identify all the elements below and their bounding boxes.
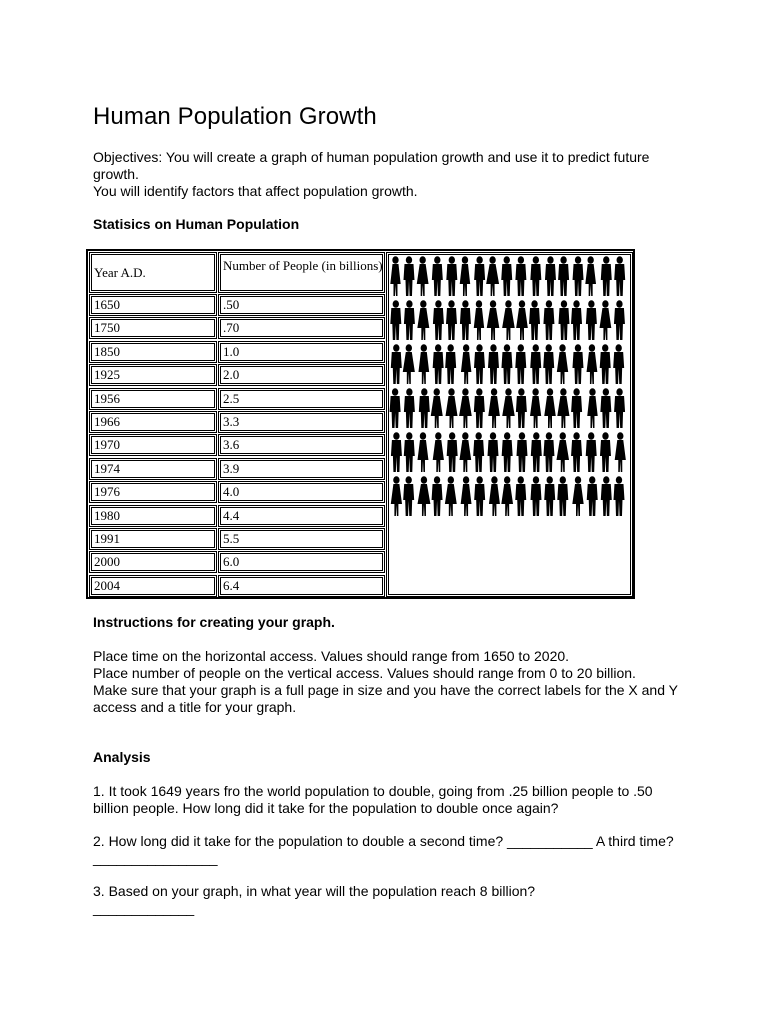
table-cell-year: 2000 <box>89 551 217 573</box>
table-cell-people: 1.0 <box>218 341 385 363</box>
table-cell-year: 1970 <box>89 434 217 456</box>
person-silhouette-icon <box>558 256 569 296</box>
person-silhouette-icon <box>460 256 470 296</box>
person-silhouette-icon <box>461 344 471 384</box>
person-silhouette-icon <box>571 388 582 428</box>
table-cell-year: 1925 <box>89 364 217 386</box>
person-silhouette-icon <box>474 300 484 340</box>
person-silhouette-icon <box>501 256 512 296</box>
person-silhouette-icon <box>571 432 582 472</box>
objectives-paragraph <box>93 149 683 200</box>
person-silhouette-icon <box>446 300 457 340</box>
table-cell-year: 1966 <box>89 411 217 433</box>
person-silhouette-icon <box>516 432 527 472</box>
table-cell-people: 6.0 <box>218 551 385 573</box>
person-silhouette-icon <box>516 300 528 340</box>
person-silhouette-icon <box>501 344 512 384</box>
person-silhouette-icon <box>419 388 430 428</box>
person-silhouette-icon <box>459 432 471 472</box>
table-cell-people: 6.4 <box>218 575 385 597</box>
table-cell-year: 1956 <box>89 388 217 410</box>
person-silhouette-icon <box>418 344 429 384</box>
person-silhouette-icon <box>391 476 402 516</box>
table-cell-year: 1750 <box>89 317 217 339</box>
person-silhouette-icon <box>404 432 415 472</box>
crowd-image-cell <box>386 252 633 597</box>
person-silhouette-icon <box>418 476 431 516</box>
objectives-line-1: Objectives: You will create a graph of human population growth and use it to predict future growth. <box>93 149 650 182</box>
person-silhouette-icon <box>557 344 568 384</box>
table-cell-year: 1976 <box>89 481 217 503</box>
person-silhouette-icon <box>586 432 597 472</box>
person-silhouette-icon <box>587 388 597 428</box>
person-silhouette-icon <box>530 476 541 516</box>
person-silhouette-icon <box>515 344 526 384</box>
person-silhouette-icon <box>601 256 612 296</box>
question-2-part-2: A third time? ________________ <box>93 833 674 866</box>
person-silhouette-icon <box>515 256 526 296</box>
person-silhouette-icon <box>613 344 624 384</box>
question-3-answer-blank[interactable]: _____________ <box>93 900 195 916</box>
page-title: Human Population Growth <box>93 103 377 130</box>
person-silhouette-icon <box>587 344 598 384</box>
person-silhouette-icon <box>601 476 612 516</box>
person-silhouette-icon <box>445 476 457 516</box>
person-silhouette-icon <box>572 476 583 516</box>
person-silhouette-icon <box>502 432 513 472</box>
person-silhouette-icon <box>530 388 541 428</box>
person-silhouette-icon <box>544 388 556 428</box>
person-silhouette-icon <box>615 432 626 472</box>
person-silhouette-icon <box>530 256 541 296</box>
column-header-people: Number of People (in billions) <box>218 252 385 293</box>
person-silhouette-icon <box>613 476 624 516</box>
person-silhouette-icon <box>543 344 554 384</box>
instructions-heading: Instructions for creating your graph. <box>93 614 335 630</box>
person-silhouette-icon <box>445 388 457 428</box>
instructions-paragraph <box>93 648 683 716</box>
table-cell-year: 1980 <box>89 505 217 527</box>
question-3-text: 3. Based on your graph, in what year will the population reach 8 billion? <box>93 883 536 899</box>
person-silhouette-icon <box>486 256 499 296</box>
person-silhouette-icon <box>572 344 583 384</box>
person-silhouette-icon <box>558 300 569 340</box>
instructions-line-2: Place number of people on the vertical access. Values should range from 0 to 20 billion. <box>93 665 636 681</box>
table-cell-year: 2004 <box>89 575 217 597</box>
person-silhouette-icon <box>614 256 625 296</box>
column-header-year: Year A.D. <box>89 252 217 293</box>
question-2-part-1: 2. How long did it take for the population to double a second time? ___________ <box>93 833 593 849</box>
crowd-silhouettes-icon <box>387 253 630 594</box>
person-silhouette-icon <box>557 388 569 428</box>
person-silhouette-icon <box>461 476 472 516</box>
person-silhouette-icon <box>614 388 625 428</box>
person-silhouette-icon <box>473 432 484 472</box>
person-silhouette-icon <box>403 256 414 296</box>
person-silhouette-icon <box>571 300 582 340</box>
person-silhouette-icon <box>557 476 568 516</box>
person-silhouette-icon <box>543 300 554 340</box>
person-silhouette-icon <box>587 476 598 516</box>
person-silhouette-icon <box>488 432 499 472</box>
person-silhouette-icon <box>447 432 458 472</box>
person-silhouette-icon <box>556 432 569 472</box>
population-table <box>86 249 635 599</box>
person-silhouette-icon <box>516 388 527 428</box>
person-silhouette-icon <box>474 256 485 296</box>
person-silhouette-icon <box>502 388 514 428</box>
person-silhouette-icon <box>445 344 456 384</box>
person-silhouette-icon <box>432 256 443 296</box>
stats-heading: Statisics on Human Population <box>93 216 300 232</box>
person-silhouette-icon <box>474 388 485 428</box>
analysis-heading: Analysis <box>93 749 151 765</box>
table-cell-year: 1850 <box>89 341 217 363</box>
person-silhouette-icon <box>614 300 625 340</box>
table-cell-people: 3.3 <box>218 411 385 433</box>
question-2 <box>93 833 683 867</box>
person-silhouette-icon <box>403 476 414 516</box>
person-silhouette-icon <box>573 256 584 296</box>
table-cell-people: 5.5 <box>218 528 385 550</box>
table-cell-people: .70 <box>218 317 385 339</box>
person-silhouette-icon <box>432 476 443 516</box>
person-silhouette-icon <box>488 388 500 428</box>
person-silhouette-icon <box>446 256 457 296</box>
person-silhouette-icon <box>391 344 402 384</box>
person-silhouette-icon <box>417 256 429 296</box>
person-silhouette-icon <box>390 300 401 340</box>
person-silhouette-icon <box>418 432 429 472</box>
person-silhouette-icon <box>543 432 554 472</box>
person-silhouette-icon <box>433 344 444 384</box>
table-cell-people: 4.0 <box>218 481 385 503</box>
person-silhouette-icon <box>531 432 542 472</box>
table-cell-year: 1650 <box>89 294 217 316</box>
person-silhouette-icon <box>489 476 500 516</box>
table-cell-people: .50 <box>218 294 385 316</box>
question-3 <box>93 883 683 917</box>
person-silhouette-icon <box>600 344 611 384</box>
instructions-line-1: Place time on the horizontal access. Values should range from 1650 to 2020. <box>93 648 570 664</box>
person-silhouette-icon <box>545 256 556 296</box>
person-silhouette-icon <box>390 256 400 296</box>
person-silhouette-icon <box>515 476 526 516</box>
table-cell-people: 2.0 <box>218 364 385 386</box>
person-silhouette-icon <box>544 476 555 516</box>
person-silhouette-icon <box>391 432 402 472</box>
person-silhouette-icon <box>585 256 596 296</box>
table-cell-year: 1991 <box>89 528 217 550</box>
person-silhouette-icon <box>459 388 472 428</box>
table-cell-people: 2.5 <box>218 388 385 410</box>
person-silhouette-icon <box>390 388 401 428</box>
person-silhouette-icon <box>502 300 515 340</box>
person-silhouette-icon <box>586 300 597 340</box>
person-silhouette-icon <box>433 300 444 340</box>
person-silhouette-icon <box>530 344 541 384</box>
person-silhouette-icon <box>487 300 500 340</box>
question-1: 1. It took 1649 years fro the world population to double, going from .25 billion people to .50 billion people. How long did it take for the population to double once again? <box>93 783 653 816</box>
table-cell-people: 3.6 <box>218 434 385 456</box>
person-silhouette-icon <box>433 432 444 472</box>
table-cell-year: 1974 <box>89 458 217 480</box>
person-silhouette-icon <box>488 344 499 384</box>
table-cell-people: 3.9 <box>218 458 385 480</box>
objectives-line-2: You will identify factors that affect population growth. <box>93 183 418 199</box>
instructions-line-3: Make sure that your graph is a full page in size and you have the correct labels for the X and Y access and a title for your graph. <box>93 682 678 715</box>
person-silhouette-icon <box>460 300 471 340</box>
person-silhouette-icon <box>404 300 415 340</box>
person-silhouette-icon <box>474 344 485 384</box>
person-silhouette-icon <box>600 432 611 472</box>
person-silhouette-icon <box>403 344 415 384</box>
person-silhouette-icon <box>600 300 612 340</box>
table-cell-people: 4.4 <box>218 505 385 527</box>
person-silhouette-icon <box>600 388 611 428</box>
person-silhouette-icon <box>474 476 485 516</box>
person-silhouette-icon <box>529 300 540 340</box>
person-silhouette-icon <box>501 476 513 516</box>
person-silhouette-icon <box>417 300 429 340</box>
person-silhouette-icon <box>431 388 443 428</box>
person-silhouette-icon <box>404 388 415 428</box>
